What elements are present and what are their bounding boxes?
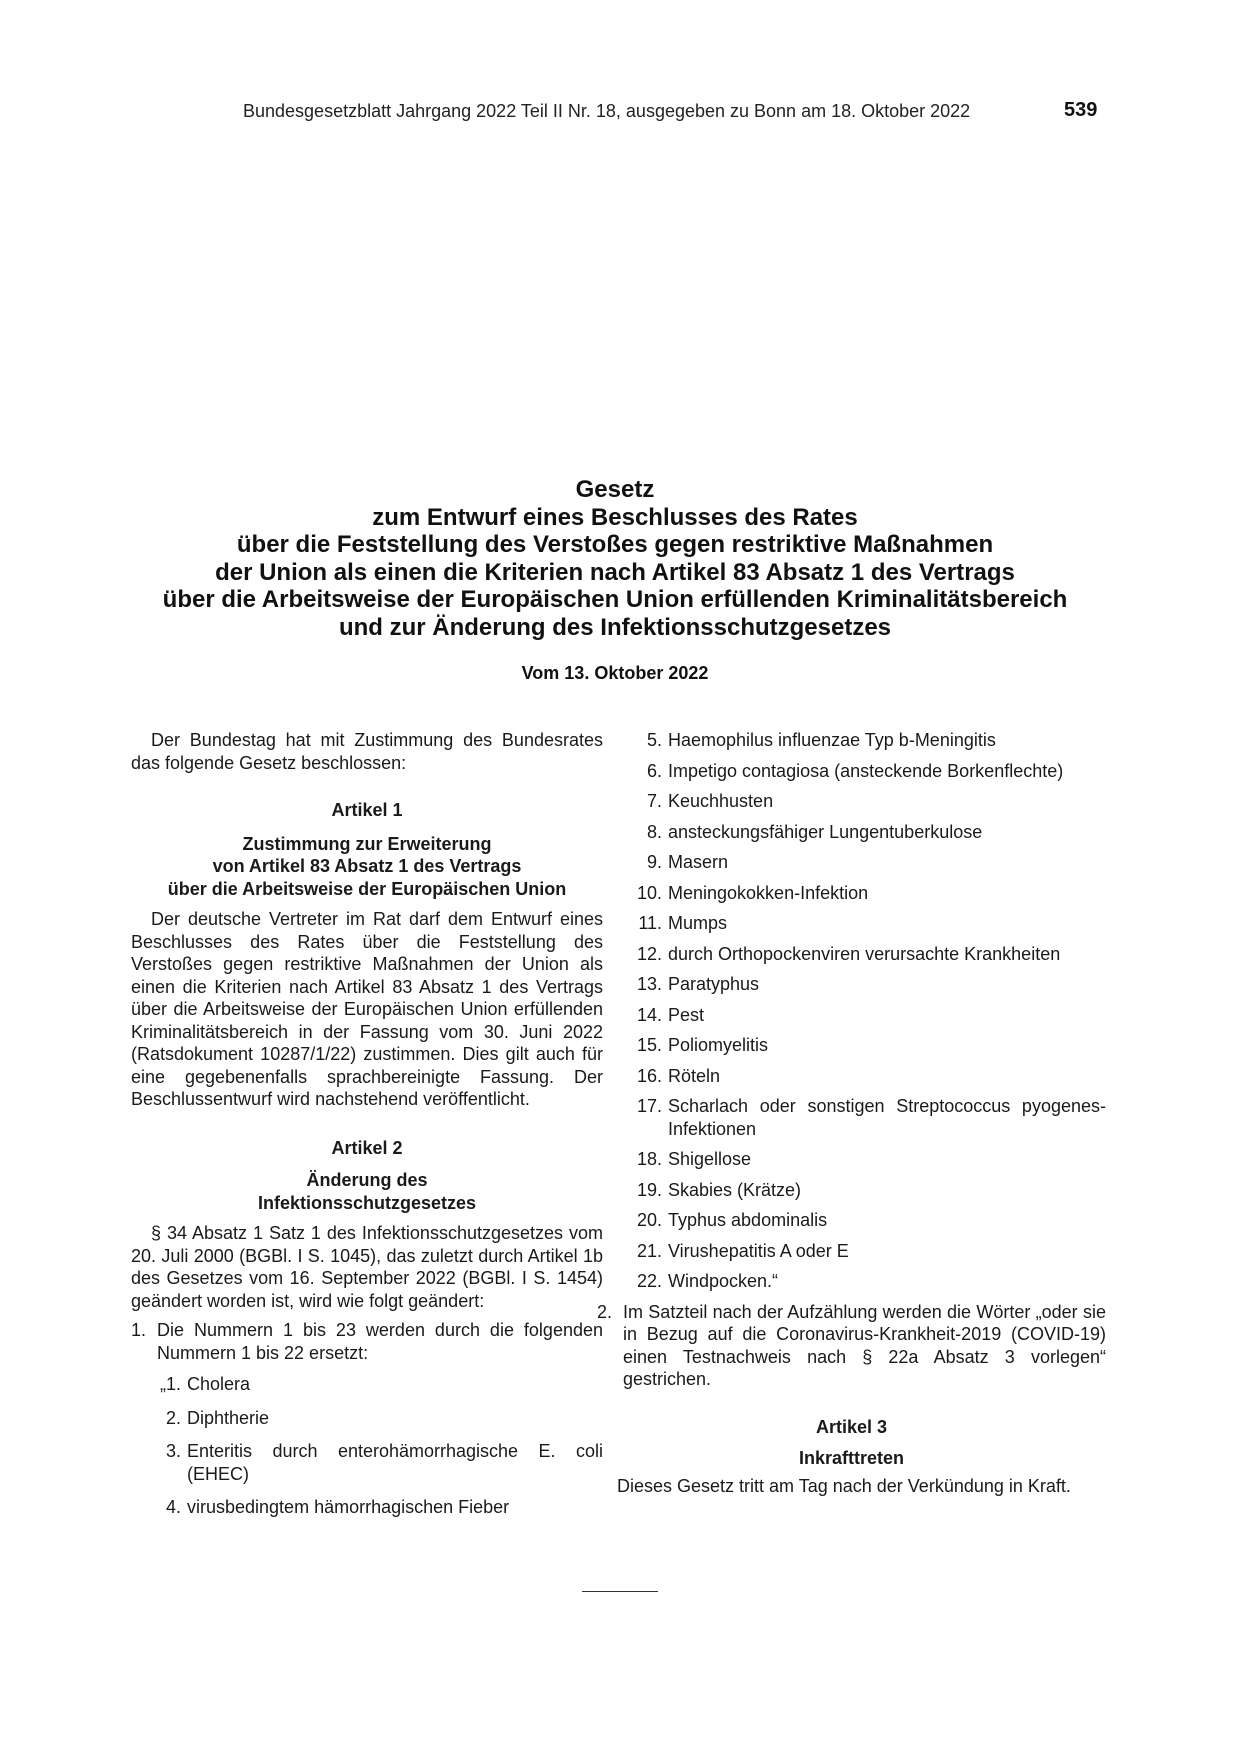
disease-number: 22. <box>636 1271 662 1291</box>
disease-number: 3. <box>165 1441 181 1461</box>
disease-number: 20. <box>636 1210 662 1230</box>
disease-text: Poliomyelitis <box>668 1035 769 1055</box>
article-title-line: Infektionsschutzgesetzes <box>257 1192 477 1213</box>
item-number: 2. <box>597 1301 613 1322</box>
law-date: Vom 13. Oktober 2022 <box>521 663 709 683</box>
disease-text: Paratyphus <box>668 974 760 994</box>
disease-text: Röteln <box>668 1065 721 1086</box>
item-text: Im Satzteil nach der Aufzählung werden die Wörter „oder sie in Bezug auf die Coronavirus-Krankheit-2019 (COVID-19) einen Testnachweis nach § 22a Absatz 3 vorlegen“ gestrichen. <box>623 1301 1106 1389</box>
disease-item <box>632 1270 1106 1293</box>
disease-number: 8. <box>646 821 662 842</box>
disease-number: 12. <box>636 943 662 964</box>
disease-item <box>632 1065 1106 1088</box>
disease-item <box>151 1440 603 1485</box>
disease-text: Typhus abdominalis <box>668 1210 828 1230</box>
disease-item <box>151 1373 603 1396</box>
article-2-text: § 34 Absatz 1 Satz 1 des Infektionsschutzgesetzes vom 20. Juli 2000 (BGBl. I S. 1045), das zuletzt durch Artikel 1b des Gesetzes vom 16. September 2022 (BGBl. I S. 1454) geändert worden ist, wird wie folgt geändert: <box>131 1223 603 1311</box>
disease-item <box>632 1240 1106 1263</box>
disease-number: 2. <box>165 1407 181 1428</box>
amendment-item-2 <box>597 1301 1106 1391</box>
disease-number: 4. <box>165 1497 181 1517</box>
article-1-text: Der deutsche Vertreter im Rat darf dem Entwurf eines Beschlusses des Rates über die Feststellung des Verstoßes gegen restriktive Maßnahmen der Union als einen die Kriterien nach Artikel 83 Absatz 1 des Vertrags über die Arbeitsweise der Europäischen Union erfüllenden Kriminalitätsbereich in der Fassung vom 30. Juni 2022 (Ratsdokument 10287/1/22) zustimmen. Dies gilt auch für eine gegebenenfalls sprachbereinigte Fassung. Der Beschlussentwurf wird nachstehend veröffentlicht. <box>131 909 603 1109</box>
item-text: Die Nummern 1 bis 23 werden durch die folgenden Nummern 1 bis 22 ersetzt: <box>157 1320 603 1363</box>
disease-item <box>632 821 1106 844</box>
title-line: zum Entwurf eines Beschlusses des Rates <box>372 503 858 531</box>
disease-number: 11. <box>638 913 662 933</box>
article-3-text: Dieses Gesetz tritt am Tag nach der Verkündung in Kraft. <box>617 1475 1071 1496</box>
disease-text: Mumps <box>668 913 728 933</box>
disease-number: 10. <box>636 882 662 903</box>
disease-text: Impetigo contagiosa (ansteckende Borkenflechte) <box>668 760 1064 781</box>
disease-item <box>632 1095 1106 1140</box>
disease-item <box>632 882 1106 905</box>
disease-list-right <box>602 729 1106 1293</box>
title-line: der Union als einen die Kriterien nach Artikel 83 Absatz 1 des Vertrags <box>215 558 1015 586</box>
disease-number: 16. <box>636 1065 662 1086</box>
article-title-line: Zustimmung zur Erweiterung <box>242 833 492 854</box>
item-number: 1. <box>131 1320 147 1340</box>
disease-text: Cholera <box>187 1374 251 1394</box>
article-title-line: Änderung des <box>306 1170 428 1190</box>
disease-item <box>632 943 1106 966</box>
article-2-heading: Artikel 2 <box>331 1137 403 1158</box>
disease-text: Windpocken.“ <box>668 1271 779 1291</box>
article-3-title: Inkrafttreten <box>798 1448 905 1468</box>
disease-number: 6. <box>646 760 662 781</box>
disease-number: „1. <box>159 1374 181 1394</box>
article-title-line: über die Arbeitsweise der Europäischen Union <box>167 878 567 899</box>
disease-text: Virushepatitis A oder E <box>668 1240 849 1261</box>
disease-item <box>632 760 1106 783</box>
title-line: über die Feststellung des Verstoßes gegen restriktive Maßnahmen <box>236 531 994 559</box>
disease-item <box>632 851 1106 874</box>
disease-number: 19. <box>636 1179 662 1200</box>
disease-item <box>632 790 1106 813</box>
article-title-line: von Artikel 83 Absatz 1 des Vertrags <box>212 856 522 876</box>
disease-item <box>632 973 1106 996</box>
disease-number: 21. <box>636 1240 662 1261</box>
disease-text: Pest <box>668 1004 705 1025</box>
disease-text: virusbedingtem hämorrhagischen Fieber <box>187 1497 510 1517</box>
article-3 <box>597 1416 1106 1498</box>
disease-number: 13. <box>636 974 662 994</box>
article-2-title <box>131 1169 603 1214</box>
article-3-heading: Artikel 3 <box>815 1416 888 1437</box>
amendment-item-1 <box>131 1319 603 1364</box>
disease-item <box>632 1148 1106 1171</box>
disease-text: Masern <box>668 852 729 872</box>
end-rule <box>582 1591 658 1592</box>
running-title: Bundesgesetzblatt Jahrgang 2022 Teil II Nr. 18, ausgegeben zu Bonn am 18. Oktober 2022 <box>243 101 971 121</box>
article-1-heading: Artikel 1 <box>331 800 403 820</box>
disease-text: durch Orthopockenviren verursachte Krankheiten <box>668 943 1061 964</box>
disease-number: 18. <box>636 1149 662 1169</box>
disease-item <box>632 912 1106 935</box>
disease-item <box>632 1034 1106 1057</box>
disease-item <box>632 1179 1106 1202</box>
disease-text: Haemophilus influenzae Typ b-Meningitis <box>668 730 996 750</box>
disease-text: Keuchhusten <box>668 791 774 811</box>
disease-number: 17. <box>636 1096 662 1116</box>
disease-text: Skabies (Krätze) <box>668 1179 802 1200</box>
title-line: Gesetz <box>575 476 655 503</box>
disease-item <box>151 1496 603 1519</box>
title-line: über die Arbeitsweise der Europäischen Union erfüllenden Kriminalitätsbereich <box>162 586 1068 614</box>
disease-number: 5. <box>646 730 662 750</box>
disease-item <box>632 1004 1106 1027</box>
disease-item <box>151 1407 603 1430</box>
intro-paragraph: Der Bundestag hat mit Zustimmung des Bundesrates das folgende Gesetz beschlossen: <box>131 730 603 773</box>
disease-number: 14. <box>636 1004 662 1025</box>
right-column <box>597 729 1106 1497</box>
article-1-title <box>131 833 603 901</box>
disease-number: 15. <box>636 1035 662 1055</box>
disease-text: Diphtherie <box>187 1407 270 1428</box>
disease-item <box>632 1209 1106 1232</box>
left-column <box>131 729 603 1519</box>
page-number: 539 <box>1064 99 1098 121</box>
law-title <box>120 476 1110 642</box>
disease-text: Shigellose <box>668 1149 752 1169</box>
disease-list-left <box>131 1373 603 1519</box>
title-line: und zur Änderung des Infektionsschutzgesetzes <box>338 613 892 641</box>
disease-number: 7. <box>646 791 662 811</box>
disease-text: Enteritis durch enterohämorrhagische E. coli (EHEC) <box>187 1441 603 1484</box>
disease-number: 9. <box>646 852 662 872</box>
disease-item <box>632 729 1106 752</box>
disease-text: Scharlach oder sonstigen Streptococcus pyogenes-Infektionen <box>668 1096 1106 1139</box>
disease-text: Meningokokken-Infektion <box>668 882 869 903</box>
disease-text: ansteckungsfähiger Lungentuberkulose <box>668 821 983 842</box>
